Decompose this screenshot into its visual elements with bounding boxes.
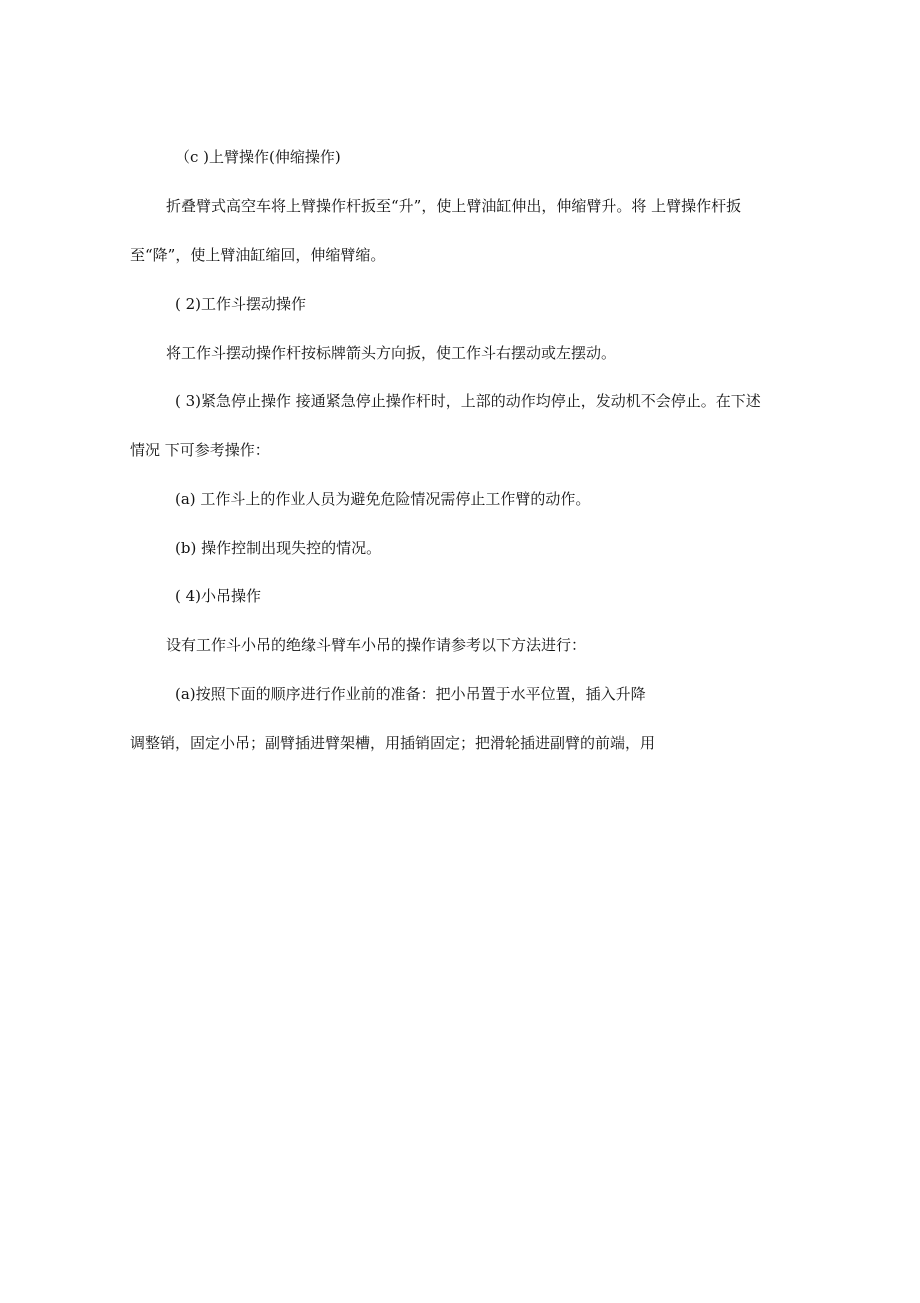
paragraph-small-crane-a: (a)按照下面的顺序进行作业前的准备：把小吊置于水平位置，插入升降: [175, 685, 646, 703]
heading-small-crane: ( 4)小吊操作: [175, 587, 262, 605]
paragraph-emergency-stop-cont: 情况 下可参考操作：: [130, 441, 270, 459]
list-item-a: (a) 工作斗上的作业人员为避免危险情况需停止工作臂的动作。: [175, 490, 591, 508]
paragraph-emergency-stop: ( 3)紧急停止操作 接通紧急停止操作杆时，上部的动作均停止，发动机不会停止。在下述: [175, 392, 761, 410]
paragraph-upper-arm-raise: 折叠臂式高空车将上臂操作杆扳至“升”，使上臂油缸伸出，伸缩臂升。将 上臂操作杆扳: [166, 197, 742, 215]
heading-bucket-swing: ( 2)工作斗摆动操作: [175, 295, 307, 313]
paragraph-upper-arm-lower: 至“降”，使上臂油缸缩回，伸缩臂缩。: [130, 246, 386, 264]
paragraph-bucket-swing: 将工作斗摆动操作杆按标牌箭头方向扳，使工作斗右摆动或左摆动。: [166, 344, 617, 362]
heading-upper-arm-operation: （c )上臂操作(伸缩操作): [175, 148, 341, 166]
paragraph-small-crane-a-cont: 调整销，固定小吊；副臂插进臂架槽，用插销固定；把滑轮插进副臂的前端，用: [130, 734, 656, 752]
paragraph-small-crane-intro: 设有工作斗小吊的绝缘斗臂车小吊的操作请参考以下方法进行：: [166, 636, 587, 654]
list-item-b: (b) 操作控制出现失控的情况。: [175, 539, 382, 557]
